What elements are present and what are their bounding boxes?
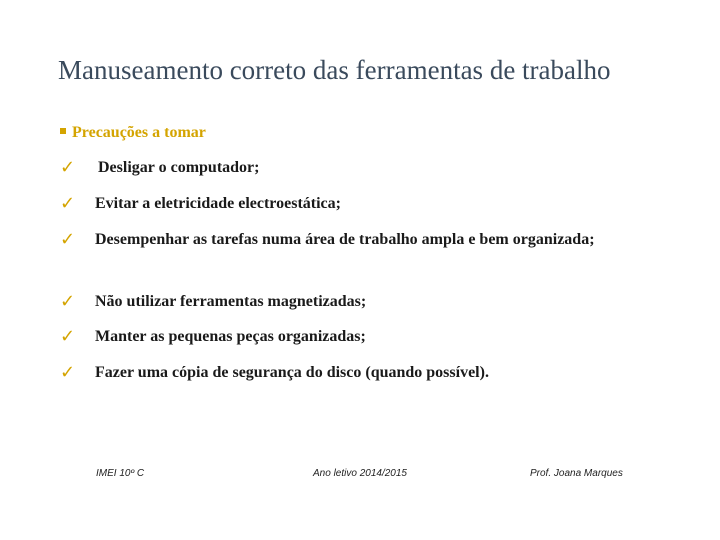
checkmark-icon: ✓ [60,193,76,214]
checklist-item-5 [60,322,670,351]
checkmark-icon: ✓ [60,291,76,312]
checkmark-icon: ✓ [60,157,76,178]
checkmark-icon: ✓ [60,326,76,347]
checklist-item-text: Manter as pequenas peças organizadas; [95,328,366,345]
checklist-item-1 [60,153,670,182]
section-heading-label: Precauções a tomar [72,124,206,141]
checklist-item-text: Desligar o computador; [98,159,260,176]
checklist-item-text: Desempenhar as tarefas numa área de trabalho ampla e bem organizada; [95,231,595,248]
checklist-item-text: Não utilizar ferramentas magnetizadas; [95,293,367,310]
slide-title: Manuseamento correto das ferramentas de trabalho [58,55,611,85]
square-bullet-icon [60,128,66,134]
checklist-item-2 [60,189,670,218]
checklist-item-4 [60,287,670,316]
footer-class: IMEI 10º C [96,468,145,479]
checkmark-icon: ✓ [60,362,76,383]
checklist-item-3 [60,225,670,254]
footer-school-year: Ano letivo 2014/2015 [313,468,407,479]
footer-teacher: Prof. Joana Marques [530,468,623,479]
checklist-item-text: Evitar a eletricidade electroestática; [95,195,341,212]
checklist-item-text: Fazer uma cópia de segurança do disco (quando possível). [95,364,489,381]
section-heading [60,123,206,143]
checklist-item-6 [60,358,670,387]
checkmark-icon: ✓ [60,229,76,250]
